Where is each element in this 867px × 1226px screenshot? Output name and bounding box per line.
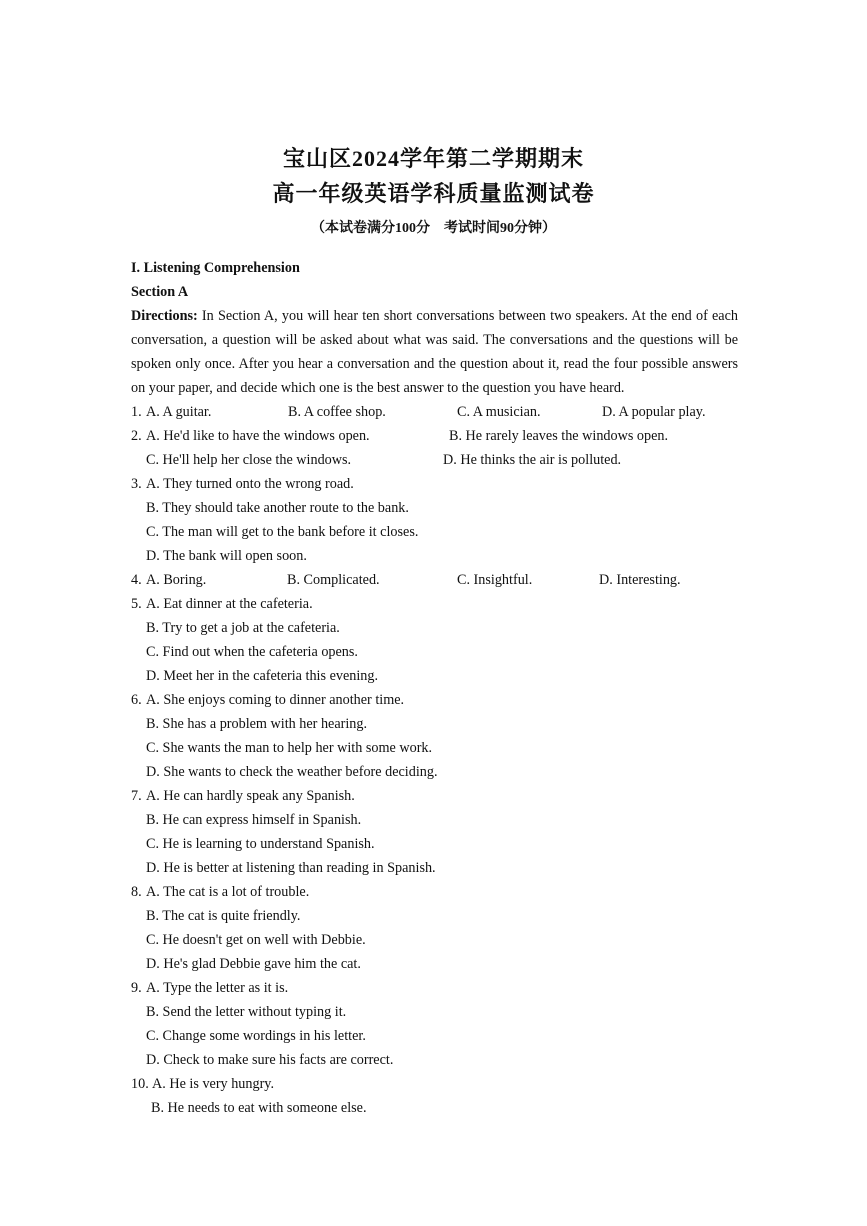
option-d: D. She wants to check the weather before deciding.	[146, 764, 438, 780]
option-a: A. He can hardly speak any Spanish.	[146, 788, 355, 804]
option-c: C. The man will get to the bank before it closes.	[146, 524, 419, 540]
option-d: D. Interesting.	[599, 572, 681, 588]
directions-text: In Section A, you will hear ten short conversations between two speakers. At the end of each conversation, a question will be asked about what was said. The conversations and the questions will be spoken only once. After you hear a conversation and the question about it, read the four possible answers on your paper, and decide which one is the best answer to the question you have heard.	[131, 308, 738, 396]
exam-title-line1: 宝山区2024学年第二学期期末	[282, 146, 584, 171]
question-number: 10.	[131, 1076, 149, 1092]
option-a: A. The cat is a lot of trouble.	[146, 884, 310, 900]
option-a: A. He'd like to have the windows open.	[146, 428, 370, 444]
option-c: C. Insightful.	[457, 572, 533, 588]
option-b: B. She has a problem with her hearing.	[146, 716, 368, 732]
question-number: 5.	[131, 596, 142, 612]
directions-label: Directions:	[131, 308, 198, 324]
option-c: C. He is learning to understand Spanish.	[146, 836, 375, 852]
option-b: B. A coffee shop.	[288, 404, 386, 420]
question-number: 8.	[131, 884, 142, 900]
question-number: 7.	[131, 788, 142, 804]
option-b: B. He rarely leaves the windows open.	[449, 428, 669, 444]
question-4	[131, 568, 738, 592]
option-d: D. Check to make sure his facts are correct.	[146, 1052, 394, 1068]
option-b: B. The cat is quite friendly.	[146, 908, 301, 924]
question-2-line2	[131, 448, 738, 472]
option-b: B. Try to get a job at the cafeteria.	[146, 620, 340, 636]
option-d: D. He's glad Debbie gave him the cat.	[146, 956, 361, 972]
option-a: A. Boring.	[146, 572, 207, 588]
directions	[131, 304, 738, 400]
option-b: B. Complicated.	[287, 572, 380, 588]
question-5	[131, 592, 738, 616]
question-7	[131, 784, 738, 808]
option-d: D. The bank will open soon.	[146, 548, 307, 564]
option-c: C. A musician.	[457, 404, 541, 420]
option-c: C. Find out when the cafeteria opens.	[146, 644, 358, 660]
option-a: A. Eat dinner at the cafeteria.	[146, 596, 313, 612]
option-c: C. She wants the man to help her with some work.	[146, 740, 433, 756]
exam-header	[0, 142, 867, 244]
question-number: 9.	[131, 980, 142, 996]
question-1	[131, 400, 738, 424]
option-d: D. Meet her in the cafeteria this evening.	[146, 668, 379, 684]
question-number: 4.	[131, 572, 142, 588]
section-title: Section A	[131, 284, 189, 300]
question-number: 2.	[131, 428, 142, 444]
option-d: D. He thinks the air is polluted.	[443, 452, 622, 468]
option-d: D. A popular play.	[602, 404, 706, 420]
listening-section	[131, 256, 738, 1120]
option-c: C. He'll help her close the windows.	[146, 452, 352, 468]
option-a: A. Type the letter as it is.	[146, 980, 289, 996]
exam-title-line2: 高一年级英语学科质量监测试卷	[272, 181, 595, 206]
part-title: I. Listening Comprehension	[131, 260, 300, 276]
option-a: A. They turned onto the wrong road.	[146, 476, 354, 492]
question-number: 1.	[131, 404, 142, 420]
question-6	[131, 688, 738, 712]
option-a: A. A guitar.	[146, 404, 212, 420]
option-b: B. He can express himself in Spanish.	[146, 812, 362, 828]
question-9	[131, 976, 738, 1000]
question-8	[131, 880, 738, 904]
option-a: A. He is very hungry.	[152, 1076, 275, 1092]
option-b: B. Send the letter without typing it.	[146, 1004, 347, 1020]
question-number: 6.	[131, 692, 142, 708]
option-c: C. He doesn't get on well with Debbie.	[146, 932, 366, 948]
question-number: 3.	[131, 476, 142, 492]
question-2	[131, 424, 738, 448]
question-3	[131, 472, 738, 496]
option-a: A. She enjoys coming to dinner another time.	[146, 692, 405, 708]
option-d: D. He is better at listening than reading in Spanish.	[146, 860, 436, 876]
option-b: B. They should take another route to the bank.	[146, 500, 409, 516]
question-10	[131, 1072, 738, 1096]
option-b: B. He needs to eat with someone else.	[151, 1100, 367, 1116]
option-c: C. Change some wordings in his letter.	[146, 1028, 366, 1044]
exam-subtitle: （本试卷满分100分 考试时间90分钟）	[311, 221, 556, 236]
